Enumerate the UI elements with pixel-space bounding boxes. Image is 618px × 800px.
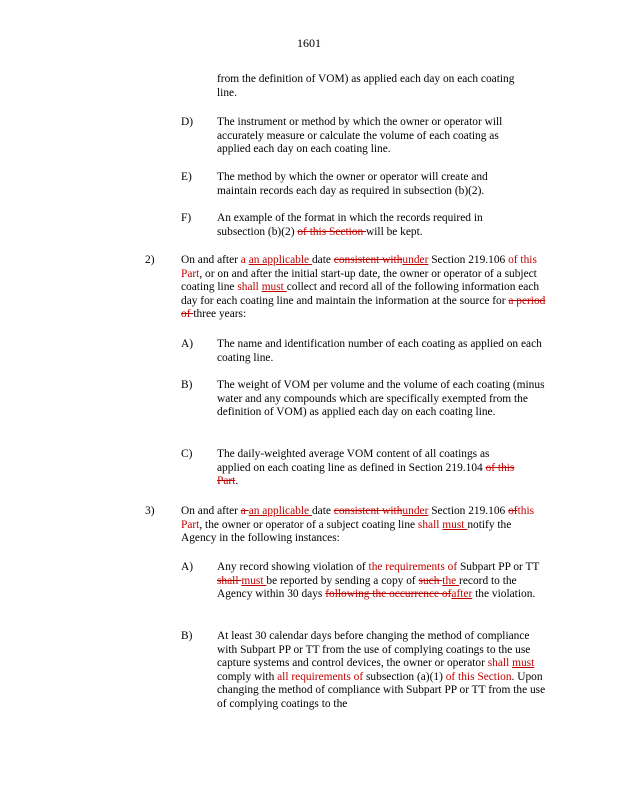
inserted-text: of this Part: [181, 254, 537, 280]
deleted-text: such: [418, 574, 443, 587]
continuation-text: [217, 73, 547, 100]
item-A-text: The name and identification number of each coating as applied on each coating line.: [217, 338, 542, 364]
item-C-label: C): [181, 448, 193, 460]
deleted-text: consistent with: [333, 254, 403, 266]
item-E-label: E): [181, 171, 192, 183]
item-F-text: An example of the format in which the records required in subsection (b)(2) of this Section will be kept.: [217, 212, 483, 238]
inserted-text: the: [442, 574, 460, 587]
deleted-text: consistent with: [333, 505, 403, 517]
paragraph-2-label: 2): [145, 254, 155, 266]
inserted-text: after: [451, 588, 473, 601]
item-B-label: B): [181, 630, 193, 642]
inserted-text: a: [240, 254, 249, 266]
inserted-text: must: [241, 574, 267, 587]
inserted-text: under: [402, 254, 429, 266]
item-B-label: B): [181, 379, 193, 391]
deleted-text: a: [240, 505, 249, 517]
item-E-text: The method by which the owner or operator will create and maintain records each day as required in subsection (b)(2).: [217, 171, 488, 197]
deleted-text: a period of: [181, 294, 546, 321]
item-A-label: A): [181, 561, 194, 573]
inserted-text: shall: [237, 281, 262, 294]
inserted-text: all requirements of: [277, 670, 364, 683]
deleted-text: of this Part: [217, 461, 515, 488]
inserted-text: must: [442, 518, 468, 531]
inserted-text: the requirements of: [368, 561, 458, 573]
inserted-text: an applicable: [248, 505, 312, 517]
inserted-text: this Part: [181, 505, 535, 531]
item-D-label: D): [181, 116, 194, 128]
inserted-text: under: [402, 505, 429, 517]
item-D-text: The instrument or method by which the owner or operator will accurately measure or calculate the volume of each coating as applied each day on each coating line.: [217, 116, 503, 156]
item-F-label: F): [181, 212, 192, 224]
deleted-text: following the occurrence of: [325, 588, 452, 601]
continuation-line-2: line.: [217, 86, 237, 99]
inserted-text: an applicable: [248, 254, 312, 266]
page-number: 1601: [297, 36, 321, 50]
item-A-text: Any record showing violation of the requirements of Subpart PP or TT shall must be reported by sending a copy of such the record to the Agency within 30 days following the occurrence ofafter the violation.: [217, 561, 540, 601]
inserted-text: must: [512, 657, 535, 670]
inserted-text: shall: [487, 657, 513, 670]
deleted-text: of this Section: [297, 225, 367, 238]
paragraph-3-text: On and after a an applicable date consistent withunder Section 219.106 ofthis Part, the owner or operator of a subject coating line shall must notify the Agency in the following instances:: [181, 505, 535, 545]
inserted-text: of this Section: [445, 670, 512, 683]
paragraph-2-text: On and after a an applicable date consistent withunder Section 219.106 of this Part, or on and after the initial start-up date, the owner or operator of a subject coating line shall must collect and record all of the following information each day for each coating line and maintain the information at the source for a period of three years:: [181, 254, 546, 321]
inserted-text: shall: [417, 518, 443, 531]
item-B-text: The weight of VOM per volume and the volume of each coating (minus water and any compounds which are specifically exempted from the definition of VOM) as applied each day on each coating line.: [217, 379, 545, 419]
item-A-label: A): [181, 338, 194, 350]
inserted-text: must: [261, 281, 287, 294]
paragraph-3-label: 3): [145, 505, 155, 517]
deleted-text: of: [508, 505, 518, 517]
deleted-text: shall: [217, 574, 242, 587]
item-B-text: At least 30 calendar days before changing the method of compliance with Subpart PP or TT from the use of complying coatings to the use capture systems and control devices, the owner or operator shall must comply with all requirements of subsection (a)(1) of this Section. Upon changing the method of compliance with Subpart PP or TT from the use of complying coatings to the: [217, 630, 546, 710]
continuation-line-1: from the definition of VOM) as applied each day on each coating: [217, 73, 515, 85]
item-C-text: The daily-weighted average VOM content of all coatings as applied on each coating line as defined in Section 219.104 of this Part.: [217, 448, 515, 488]
